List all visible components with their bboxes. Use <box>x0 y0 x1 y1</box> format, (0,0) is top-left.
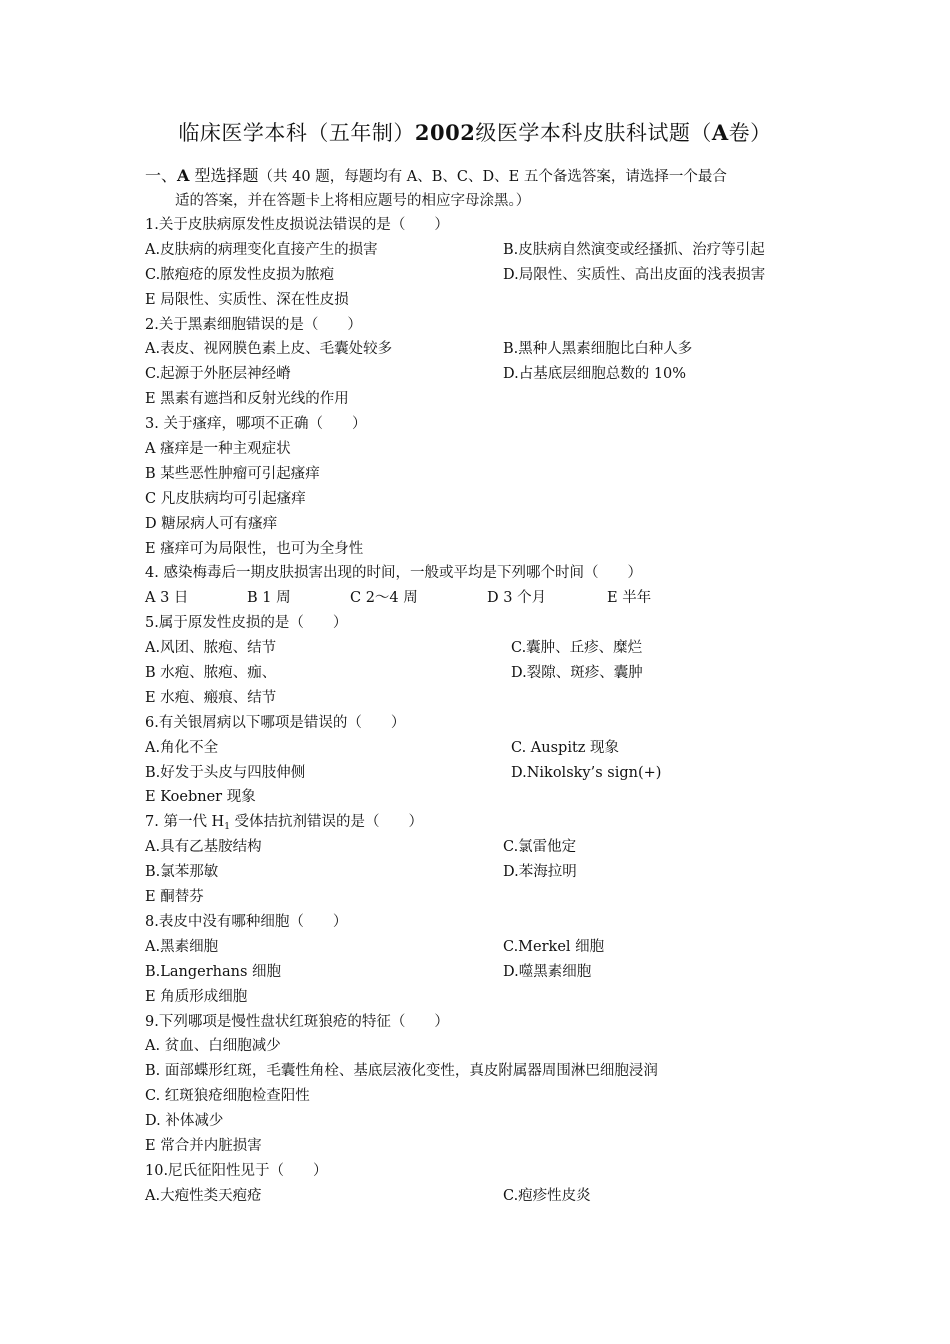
question-stem-suffix: 受体拮抗剂错误的是（ ） <box>229 814 424 831</box>
option-c: C 2～4 周 <box>350 590 418 607</box>
question-stem: 4. 感染梅毒后一期皮肤损害出现的时间，一般或平均是下列哪个时间（ ） <box>145 565 642 582</box>
option-b: B.Langerhans 细胞 <box>145 963 282 980</box>
option-b: B 1 周 <box>247 590 291 607</box>
option-row <box>145 263 815 288</box>
section-type-label: 型选择题 <box>189 166 259 185</box>
option-b: B.皮肤病自然演变或经搔抓、治疗等引起 <box>503 241 765 258</box>
question-stem: 9.下列哪项是慢性盘状红斑狼疮的特征（ ） <box>145 1013 449 1030</box>
option-c: C. 红斑狼疮细胞检查阳性 <box>145 1088 310 1105</box>
option-a: A.黑素细胞 <box>145 938 219 955</box>
option-e: E 常合并内脏损害 <box>145 1137 262 1154</box>
option-row <box>145 736 815 761</box>
option-d: D.Nikolsky’s sign(+) <box>511 764 662 781</box>
title-middle: 级医学本科皮肤科试题（ <box>475 121 712 145</box>
option-row <box>145 835 815 860</box>
option-row <box>145 238 815 263</box>
question-stem: 8.表皮中没有哪种细胞（ ） <box>145 913 348 930</box>
option-a: A 3 日 <box>145 590 189 607</box>
option-a: A.角化不全 <box>145 739 219 756</box>
question-stem <box>145 810 815 835</box>
section-header <box>145 164 815 213</box>
option-b: B.好发于头皮与四肢伸侧 <box>145 764 306 781</box>
option-row <box>145 636 815 661</box>
option-c: C. Auspitz 现象 <box>511 739 620 756</box>
option-c: C.Merkel 细胞 <box>503 938 605 955</box>
option-d: D.局限性、实质性、高出皮面的浅表损害 <box>503 266 766 283</box>
option-e: E 酮替芬 <box>145 889 204 906</box>
exam-title <box>0 119 950 147</box>
question-stem-prefix: 7. 第一代 H <box>145 814 225 831</box>
option-a: A.皮肤病的病理变化直接产生的损害 <box>145 241 378 258</box>
question-stem: 1.关于皮肤病原发性皮损说法错误的是（ ） <box>145 217 449 233</box>
section-instruction: （共 40 题，每题均有 A、B、C、D、E 五个备选答案，请选择一个最合 <box>258 169 727 185</box>
option-a: A.大疱性类天疱疮 <box>145 1187 262 1204</box>
option-b: B 某些恶性肿瘤可引起瘙痒 <box>145 465 320 482</box>
option-row <box>145 960 815 985</box>
option-a: A.表皮、视网膜色素上皮、毛囊处较多 <box>145 341 393 358</box>
option-d: D.占基底层细胞总数的 10% <box>503 366 687 383</box>
option-b: B.黑种人黑素细胞比白种人多 <box>503 341 693 358</box>
title-suffix: 卷） <box>728 121 772 145</box>
exam-body <box>145 164 815 1209</box>
question-stem-subscript: 1 <box>224 822 230 833</box>
option-row <box>145 935 815 960</box>
option-row <box>145 1184 815 1209</box>
option-a: A.风团、脓疱、结节 <box>145 640 277 657</box>
option-a: A.具有乙基胺结构 <box>145 839 262 856</box>
option-d: D 3 个月 <box>487 590 547 607</box>
section-instruction-cont: 适的答案，并在答题卡上将相应题号的相应字母涂黑。） <box>175 193 531 209</box>
option-b: B.氯苯那敏 <box>145 864 219 881</box>
option-e: E 局限性、实质性、深在性皮损 <box>145 291 349 308</box>
title-prefix: 临床医学本科（五年制） <box>178 121 415 145</box>
title-year: 2002 <box>414 120 476 145</box>
option-e: E 瘙痒可为局限性，也可为全身性 <box>145 540 364 557</box>
question-stem: 5.属于原发性皮损的是（ ） <box>145 615 348 632</box>
option-c: C.囊肿、丘疹、糜烂 <box>511 640 643 657</box>
section-type-letter: A <box>177 166 190 185</box>
option-c: C.起源于外胚层神经嵴 <box>145 366 291 383</box>
question-stem: 3. 关于瘙痒，哪项不正确（ ） <box>145 416 367 433</box>
option-d: D. 补体减少 <box>145 1113 224 1130</box>
option-d: D.苯海拉明 <box>503 864 577 881</box>
option-c: C.氯雷他定 <box>503 839 577 856</box>
option-row <box>145 661 815 686</box>
option-row <box>145 362 815 387</box>
option-a: A. 贫血、白细胞减少 <box>145 1038 281 1055</box>
option-d: D 糖尿病人可有瘙痒 <box>145 515 278 532</box>
question-stem: 2.关于黑素细胞错误的是（ ） <box>145 316 362 333</box>
option-e: E 半年 <box>607 590 652 607</box>
title-paper: A <box>711 120 729 145</box>
option-e: E 水疱、瘢痕、结节 <box>145 689 277 706</box>
option-row <box>145 586 815 611</box>
option-e: E 角质形成细胞 <box>145 988 248 1005</box>
option-c: C.脓疱疮的原发性皮损为脓疱 <box>145 266 335 283</box>
option-row <box>145 761 815 786</box>
option-d: D.噬黑素细胞 <box>503 963 592 980</box>
section-number: 一、 <box>145 166 178 185</box>
option-e: E 黑素有遮挡和反射光线的作用 <box>145 391 349 408</box>
option-row <box>145 860 815 885</box>
option-row <box>145 337 815 362</box>
option-c: C.疱疹性皮炎 <box>503 1187 591 1204</box>
question-stem: 10.尼氏征阳性见于（ ） <box>145 1162 328 1179</box>
option-e: E Koebner 现象 <box>145 789 256 806</box>
option-b: B 水疱、脓疱、痂、 <box>145 665 277 682</box>
option-c: C 凡皮肤病均可引起瘙痒 <box>145 490 306 507</box>
option-b: B. 面部蝶形红斑，毛囊性角栓、基底层液化变性，真皮附属器周围淋巴细胞浸润 <box>145 1063 658 1080</box>
question-stem: 6.有关银屑病以下哪项是错误的（ ） <box>145 714 406 731</box>
option-d: D.裂隙、斑疹、囊肿 <box>511 665 643 682</box>
option-a: A 瘙痒是一种主观症状 <box>145 441 291 458</box>
